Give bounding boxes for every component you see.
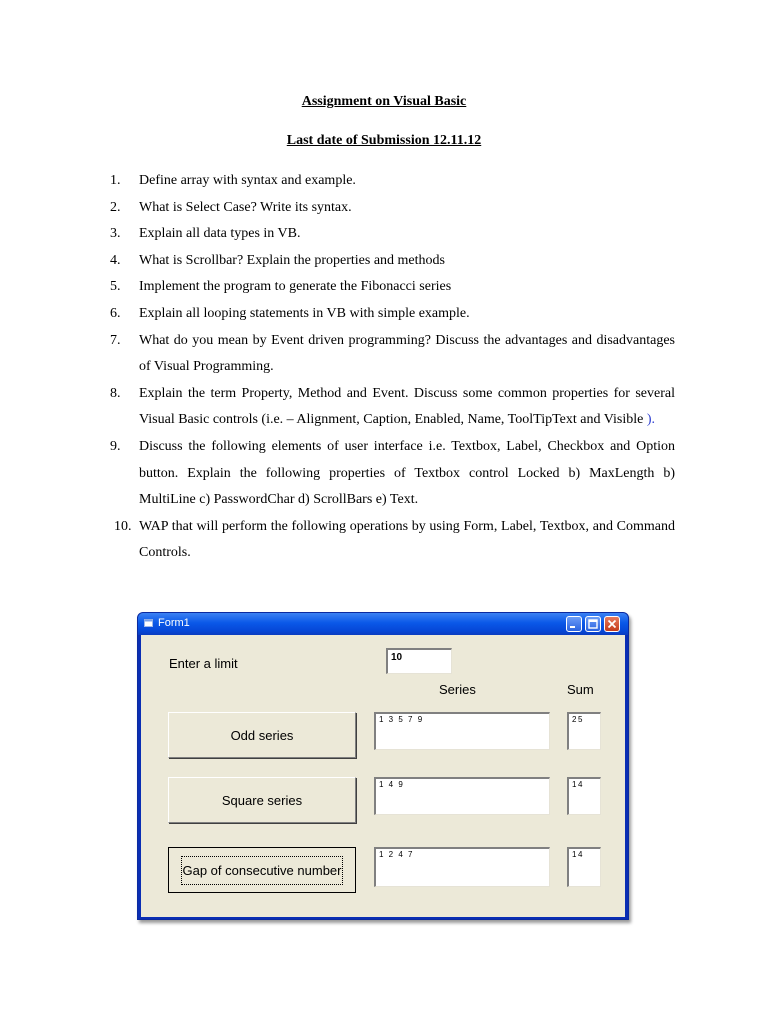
item-number: 3. [110, 226, 121, 242]
window-titlebar[interactable] [138, 613, 628, 635]
button-label: Square series [221, 792, 303, 808]
list-item [0, 248, 768, 275]
square-series-button[interactable] [168, 777, 356, 823]
minimize-icon [569, 619, 579, 629]
close-button[interactable] [604, 616, 620, 632]
gap-series-output[interactable]: 1 2 4 7 [374, 847, 550, 887]
list-item [0, 274, 768, 301]
item-number: 10. [114, 518, 132, 534]
item-number: 1. [110, 173, 121, 188]
list-item [0, 195, 768, 222]
close-icon [607, 619, 617, 629]
maximize-button[interactable] [585, 616, 601, 632]
list-item [0, 514, 768, 567]
form-client-area [141, 635, 625, 917]
odd-sum-output[interactable]: 25 [567, 712, 601, 750]
item-text-tail: ). [646, 412, 655, 428]
vb-form-window [137, 612, 629, 920]
item-number: 2. [110, 199, 121, 215]
item-text: Explain the term Property, Method and Event. Discuss some common properties for several Visual Basic controls (i.e. – Alignment, Caption, Enabled, Name, ToolTipText and Visible [139, 385, 675, 428]
item-number: 5. [110, 279, 121, 295]
sum-header: Sum [567, 682, 594, 697]
form-icon [144, 618, 154, 628]
limit-label: Enter a limit [169, 656, 238, 671]
item-text: Discuss the following elements of user interface i.e. Textbox, Label, Checkbox and Option button. Explain the following properties of Textbox control Locked b) MaxLength b) MultiLine c) PasswordChar d) ScrollBars e) Text. [139, 438, 675, 508]
item-text: Explain all looping statements in VB with simple example. [139, 305, 470, 321]
item-text: WAP that will perform the following operations by using Form, Label, Textbox, and Command Controls. [139, 518, 675, 561]
odd-series-button[interactable] [168, 712, 356, 758]
item-number: 7. [110, 332, 121, 348]
list-item [0, 221, 768, 248]
item-number: 6. [110, 305, 121, 321]
item-number: 9. [110, 438, 121, 454]
gap-series-button[interactable] [168, 847, 356, 893]
odd-series-output[interactable]: 1 3 5 7 9 [374, 712, 550, 750]
item-text: Explain all data types in VB. [139, 226, 301, 242]
list-item [0, 301, 768, 328]
square-series-output[interactable]: 1 4 9 [374, 777, 550, 815]
submission-date: Last date of Submission 12.11.12 [286, 133, 482, 148]
item-text: What do you mean by Event driven programming? Discuss the advantages and disadvantages of Visual Programming. [139, 332, 675, 375]
list-item [0, 168, 768, 195]
gap-sum-output[interactable]: 14 [567, 847, 601, 887]
document-title: Assignment on Visual Basic [301, 94, 467, 109]
window-title: Form1 [158, 617, 190, 629]
item-text: Implement the program to generate the Fibonacci series [139, 279, 452, 295]
list-item [0, 328, 768, 381]
button-label: Odd series [230, 727, 294, 743]
item-text: What is Select Case? Write its syntax. [139, 199, 352, 215]
question-list [0, 168, 768, 567]
item-number: 8. [110, 385, 121, 401]
maximize-icon [588, 619, 598, 629]
item-number: 4. [110, 252, 121, 268]
button-label: Gap of consecutive number [181, 856, 344, 885]
series-header: Series [439, 682, 476, 697]
item-text: What is Scrollbar? Explain the properties and methods [139, 252, 445, 268]
list-item [0, 381, 768, 434]
square-sum-output[interactable]: 14 [567, 777, 601, 815]
minimize-button[interactable] [566, 616, 582, 632]
item-text: Define array with syntax and example. [139, 173, 356, 188]
limit-input[interactable]: 10 [386, 648, 452, 674]
list-item [0, 434, 768, 514]
